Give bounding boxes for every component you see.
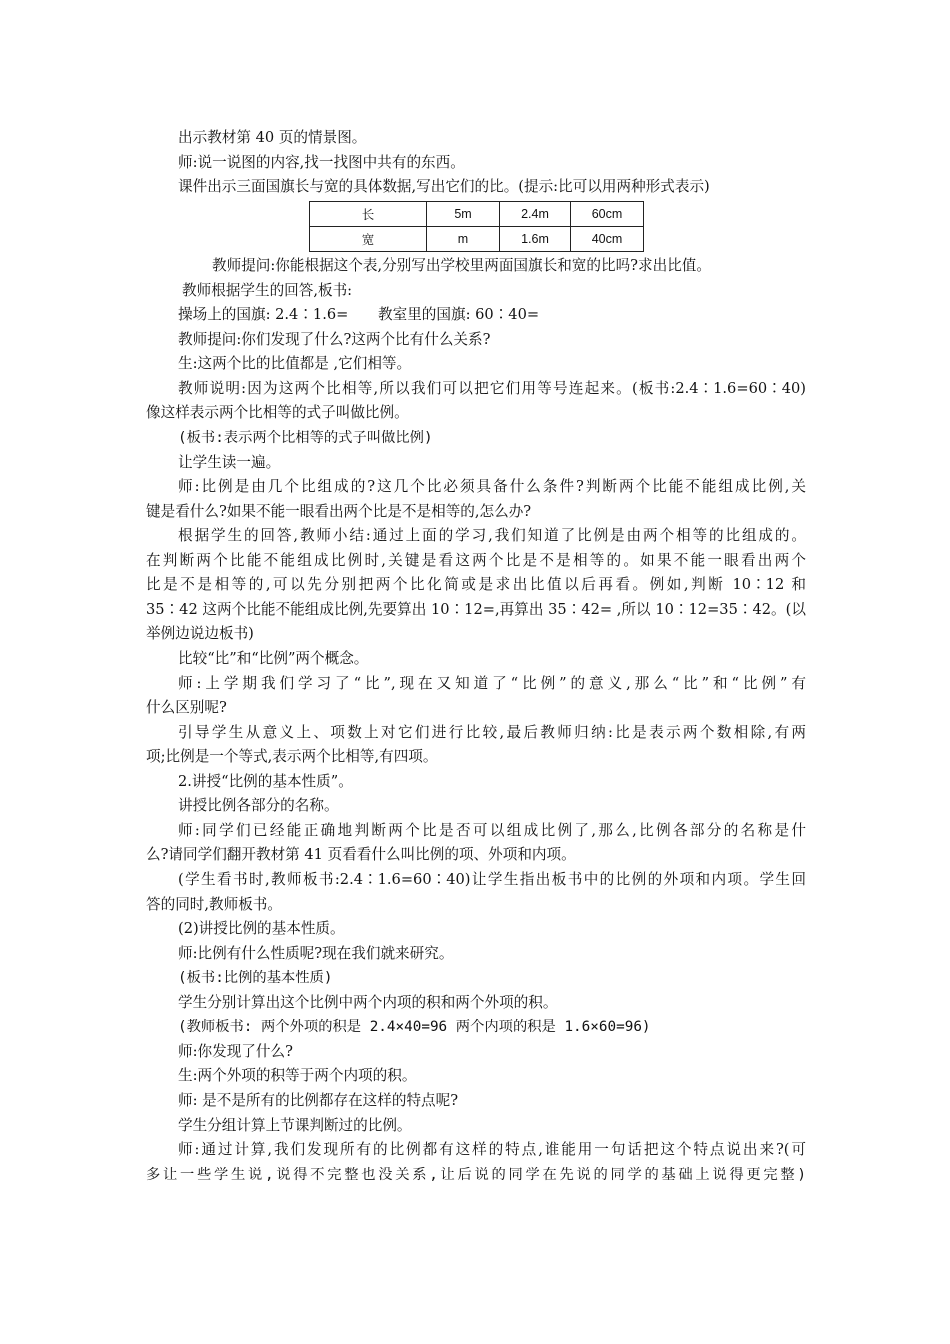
paragraph-line: 项;比例是一个等式,表示两个比相等,有四项。 bbox=[146, 748, 438, 765]
paragraph-line: 键是看什么?如果不能一眼看出两个比是不是相等的,怎么办? bbox=[146, 503, 532, 520]
paragraph-line: 师:通过计算,我们发现所有的比例都有这样的特点,谁能用一句话把这个特点说出来?(可 bbox=[178, 1141, 806, 1158]
board-note: (教师板书: 两个外项的积是 2.4×40=96 两个内项的积是 1.6×60=96) bbox=[178, 1019, 651, 1035]
paragraph-line: 多让一些学生说,说得不完整也没关系,让后说的同学在先说的同学的基础上说得更完整) bbox=[146, 1167, 806, 1183]
paragraph-line: 讲授比例各部分的名称。 bbox=[178, 797, 339, 814]
table-row bbox=[310, 202, 644, 227]
paragraph-line: 生:这两个比的比值都是 ,它们相等。 bbox=[178, 355, 412, 372]
paragraph-line: (学生看书时,教师板书:2.4∶1.6=60∶40)让学生指出板书中的比例的外项和内项。学生回 bbox=[178, 871, 806, 888]
board-line: 操场上的国旗: 2.4∶1.6= bbox=[178, 306, 349, 323]
paragraph-line: 教师说明:因为这两个比相等,所以我们可以把它们用等号连起来。(板书:2.4∶1.6=60∶40) bbox=[178, 380, 806, 397]
paragraph-line: 生:两个外项的积等于两个内项的积。 bbox=[178, 1067, 417, 1084]
paragraph-line: 像这样表示两个比相等的式子叫做比例。 bbox=[146, 404, 409, 421]
board-line: 教室里的国旗: 60∶40= bbox=[378, 306, 540, 323]
table-cell: 长 bbox=[310, 202, 427, 227]
table-cell: 2.4m bbox=[500, 202, 571, 227]
paragraph-line: 在判断两个比能不能组成比例时,关键是看这两个比是不是相等的。如果不能一眼看出两个 bbox=[146, 552, 806, 569]
paragraph-line: 师:比例有什么性质呢?现在我们就来研究。 bbox=[178, 945, 454, 962]
paragraph-line: 课件出示三面国旗长与宽的具体数据,写出它们的比。(提示:比可以用两种形式表示) bbox=[178, 178, 710, 195]
table-cell: m bbox=[427, 227, 500, 252]
paragraph-line: 引导学生从意义上、项数上对它们进行比较,最后教师归纳:比是表示两个数相除,有两 bbox=[178, 724, 806, 741]
paragraph-line: 师:说一说图的内容,找一找图中共有的东西。 bbox=[178, 154, 465, 171]
paragraph-line: 学生分组计算上节课判断过的比例。 bbox=[178, 1117, 412, 1134]
paragraph-line: 让学生读一遍。 bbox=[178, 454, 281, 471]
table-row bbox=[310, 227, 644, 252]
table-cell: 5m bbox=[427, 202, 500, 227]
paragraph-line: 师:比例是由几个比组成的?这几个比必须具备什么条件?判断两个比能不能组成比例,关 bbox=[178, 478, 806, 495]
flag-dimensions-table bbox=[309, 201, 644, 252]
paragraph-line: 师:你发现了什么? bbox=[178, 1043, 293, 1060]
paragraph-line: 师:上学期我们学习了“比”,现在又知道了“比例”的意义,那么“比”和“比例”有 bbox=[178, 675, 806, 692]
paragraph-line: 35∶42 这两个比能不能组成比例,先要算出 10∶12=,再算出 35∶42= ,所以 10∶12=35∶42。(以 bbox=[146, 601, 806, 618]
paragraph-line: 答的同时,教师板书。 bbox=[146, 896, 282, 913]
paragraph-line: 教师提问:你们发现了什么?这两个比有什么关系? bbox=[178, 331, 491, 348]
section-heading: 2.讲授“比例的基本性质”。 bbox=[178, 773, 353, 790]
paragraph-line: 教师提问:你能根据这个表,分别写出学校里两面国旗长和宽的比吗?求出比值。 bbox=[212, 257, 711, 274]
paragraph-line: 学生分别计算出这个比例中两个内项的积和两个外项的积。 bbox=[178, 994, 558, 1011]
paragraph-line: 根据学生的回答,教师小结:通过上面的学习,我们知道了比例是由两个相等的比组成的。 bbox=[178, 527, 806, 544]
paragraph-line: 出示教材第 40 页的情景图。 bbox=[178, 129, 367, 146]
paragraph-line: (2)讲授比例的基本性质。 bbox=[178, 920, 345, 937]
paragraph-line: 什么区别呢? bbox=[146, 699, 227, 716]
board-note: (板书:比例的基本性质) bbox=[178, 970, 333, 986]
paragraph-line: 么?请同学们翻开教材第 41 页看看什么叫比例的项、外项和内项。 bbox=[146, 846, 576, 863]
table-cell: 40cm bbox=[571, 227, 644, 252]
paragraph-line: 教师根据学生的回答,板书: bbox=[182, 282, 353, 299]
table-cell: 60cm bbox=[571, 202, 644, 227]
paragraph-line: 师: 是不是所有的比例都存在这样的特点呢? bbox=[178, 1092, 459, 1109]
table-cell: 宽 bbox=[310, 227, 427, 252]
paragraph-line: 师:同学们已经能正确地判断两个比是否可以组成比例了,那么,比例各部分的名称是什 bbox=[178, 822, 806, 839]
board-note: (板书:表示两个比相等的式子叫做比例) bbox=[178, 430, 433, 446]
paragraph-line: 比较“比”和“比例”两个概念。 bbox=[178, 650, 369, 667]
paragraph-line: 举例边说边板书) bbox=[146, 625, 254, 642]
table-cell: 1.6m bbox=[500, 227, 571, 252]
paragraph-line: 比是不是相等的,可以先分别把两个比化简或是求出比值以后再看。例如,判断 10∶12 和 bbox=[146, 576, 806, 593]
